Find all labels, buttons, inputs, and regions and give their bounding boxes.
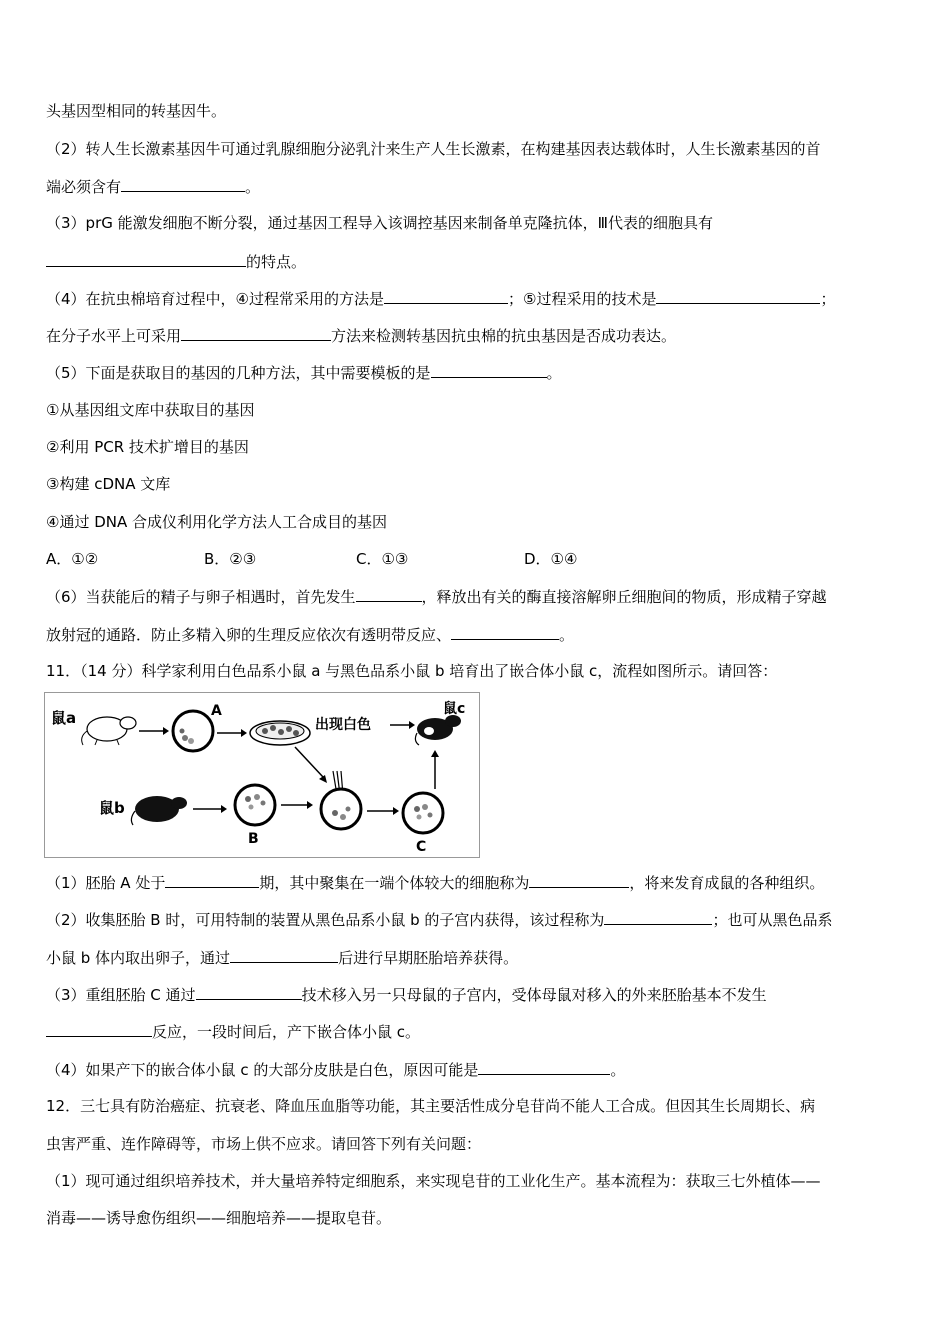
line-text: （6）当获能后的精子与卵子相遇时，首先发生 xyxy=(46,588,356,606)
line-text: ；⑤过程采用的技术是 xyxy=(508,290,657,308)
answer-blank[interactable] xyxy=(46,251,246,267)
line-text: ，将来发育成鼠的各种组织。 xyxy=(629,874,825,892)
answer-blank[interactable] xyxy=(656,288,820,304)
answer-blank[interactable] xyxy=(196,984,302,1000)
text-line xyxy=(46,947,518,968)
question-11 xyxy=(46,661,777,681)
answer-blank[interactable] xyxy=(529,872,629,888)
line-text: 虫害严重、连作障碍等，市场上供不应求。请回答下列有关问题： xyxy=(46,1135,482,1153)
text-line xyxy=(46,251,306,272)
text-line xyxy=(46,139,821,159)
text-line xyxy=(46,512,387,532)
line-text: （2）收集胚胎 B 时，可用特制的装置从黑色品系小鼠 b 的子宫内获得，该过程称为 xyxy=(46,911,605,929)
line-text: 11．（14 分）科学家利用白色品系小鼠 a 与黑色品系小鼠 b 培育出了嵌合体小鼠 c，流程如图所示。请回答： xyxy=(46,662,778,680)
line-text: 期，其中聚集在一端个体较大的细胞称为 xyxy=(259,874,530,892)
line-text: ③构建 cDNA 文库 xyxy=(46,475,171,493)
answer-blank[interactable] xyxy=(46,1021,152,1037)
answer-blank[interactable] xyxy=(451,624,559,640)
line-text: （3）prG 能激发细胞不断分裂，通过基因工程导入该调控基因来制备单克隆抗体，Ⅲ代表的细胞具有 xyxy=(46,214,713,232)
text-line xyxy=(46,1171,821,1191)
line-text: ，释放出有关的酶直接溶解卵丘细胞间的物质，形成精子穿越 xyxy=(421,588,827,606)
text-line xyxy=(46,437,249,457)
white-mouse-a-icon xyxy=(82,717,136,745)
embryo-a-icon xyxy=(173,711,213,751)
text-line xyxy=(46,176,260,197)
text-line xyxy=(46,624,574,645)
text-line xyxy=(46,474,170,494)
line-text: 端必须含有 xyxy=(46,178,122,196)
text-line xyxy=(46,984,767,1005)
answer-blank[interactable] xyxy=(604,909,712,925)
text-line xyxy=(46,1134,481,1154)
option-c[interactable]: C．①③ xyxy=(356,550,409,568)
answer-blank[interactable] xyxy=(384,288,508,304)
text-line xyxy=(46,288,835,309)
options-row xyxy=(46,549,577,569)
answer-blank[interactable] xyxy=(356,586,422,602)
line-text: 放射冠的通路．防止多精入卵的生理反应依次有透明带反应、 xyxy=(46,626,452,644)
text-line xyxy=(46,586,827,607)
appears-white-label: 出现白色 xyxy=(315,717,371,733)
line-text: ；也可从黑色品系 xyxy=(712,911,833,929)
text-line xyxy=(46,1021,420,1042)
question-12 xyxy=(46,1096,815,1116)
line-text: （2）转人生长激素基因牛可通过乳腺细胞分泌乳汁来生产人生长激素，在构建基因表达载体时，人生长激素基因的首 xyxy=(46,140,821,158)
line-text: ④通过 DNA 合成仪利用化学方法人工合成目的基因 xyxy=(46,513,388,531)
embryo-b-icon xyxy=(235,785,275,825)
line-text: （5）下面是获取目的基因的几种方法，其中需要模板的是 xyxy=(46,364,431,382)
answer-blank[interactable] xyxy=(165,872,259,888)
answer-blank[interactable] xyxy=(478,1059,610,1075)
option-a[interactable]: A．①② xyxy=(46,550,99,568)
line-text: 消毒——诱导愈伤组织——细胞培养——提取皂苷。 xyxy=(46,1209,392,1227)
text-line xyxy=(46,1208,391,1228)
line-text: ①从基因组文库中获取目的基因 xyxy=(46,401,255,419)
text-line xyxy=(46,213,713,233)
line-text: （1）胚胎 A 处于 xyxy=(46,874,166,892)
answer-blank[interactable] xyxy=(230,947,338,963)
line-text: 反应，一段时间后，产下嵌合体小鼠 c。 xyxy=(152,1023,421,1041)
text-line xyxy=(46,909,832,930)
mouse-c-label: 鼠c xyxy=(443,701,466,717)
text-line xyxy=(46,872,824,893)
line-text: 头基因型相同的转基因牛。 xyxy=(46,102,227,120)
line-text: 的特点。 xyxy=(246,253,307,271)
line-text: 。 xyxy=(610,1061,626,1079)
label-b: B xyxy=(248,831,259,847)
line-text: 。 xyxy=(546,364,562,382)
line-text: ②利用 PCR 技术扩增目的基因 xyxy=(46,438,249,456)
line-text: 在分子水平上可采用 xyxy=(46,327,182,345)
option-b[interactable]: B．②③ xyxy=(204,550,257,568)
answer-blank[interactable] xyxy=(181,325,331,341)
text-line xyxy=(46,362,562,383)
black-mouse-b-icon xyxy=(131,796,187,825)
line-text: 12．三七具有防治癌症、抗衰老、降血压血脂等功能，其主要活性成分皂苷尚不能人工合成。但因其生长周期长、病 xyxy=(46,1097,816,1115)
mouse-a-label: 鼠a xyxy=(51,709,77,727)
line-text: （3）重组胚胎 C 通过 xyxy=(46,986,196,1004)
line-text: （4）如果产下的嵌合体小鼠 c 的大部分皮肤是白色，原因可能是 xyxy=(46,1061,479,1079)
answer-blank[interactable] xyxy=(121,176,245,192)
text-line xyxy=(46,325,676,346)
label-a: A xyxy=(211,703,222,719)
answer-blank[interactable] xyxy=(431,362,547,378)
text-line xyxy=(46,400,254,420)
mouse-b-label: 鼠b xyxy=(99,799,125,817)
injected-embryo-icon xyxy=(321,789,361,829)
text-line xyxy=(46,101,226,121)
line-text: （1）现可通过组织培养技术，并大量培养特定细胞系，来实现皂苷的工业化生产。基本流程为：获取三七外植体—— xyxy=(46,1172,821,1190)
line-text: 后进行早期胚胎培养获得。 xyxy=(338,949,519,967)
chimera-mouse-c-icon xyxy=(415,715,461,745)
line-text: 。 xyxy=(559,626,575,644)
text-line xyxy=(46,1059,625,1080)
label-c: C xyxy=(416,839,427,855)
line-text: 。 xyxy=(245,178,261,196)
line-text: 方法来检测转基因抗虫棉的抗虫基因是否成功表达。 xyxy=(331,327,677,345)
culture-dish-icon xyxy=(250,721,310,745)
flow-diagram xyxy=(45,693,479,857)
line-text: ； xyxy=(820,290,836,308)
line-text: 小鼠 b 体内取出卵子，通过 xyxy=(46,949,231,967)
embryo-flow-figure xyxy=(44,692,480,858)
option-d[interactable]: D．①④ xyxy=(524,550,578,568)
line-text: （4）在抗虫棉培育过程中，④过程常采用的方法是 xyxy=(46,290,384,308)
line-text: 技术移入另一只母鼠的子宫内，受体母鼠对移入的外来胚胎基本不发生 xyxy=(301,986,767,1004)
embryo-c-icon xyxy=(403,793,443,833)
